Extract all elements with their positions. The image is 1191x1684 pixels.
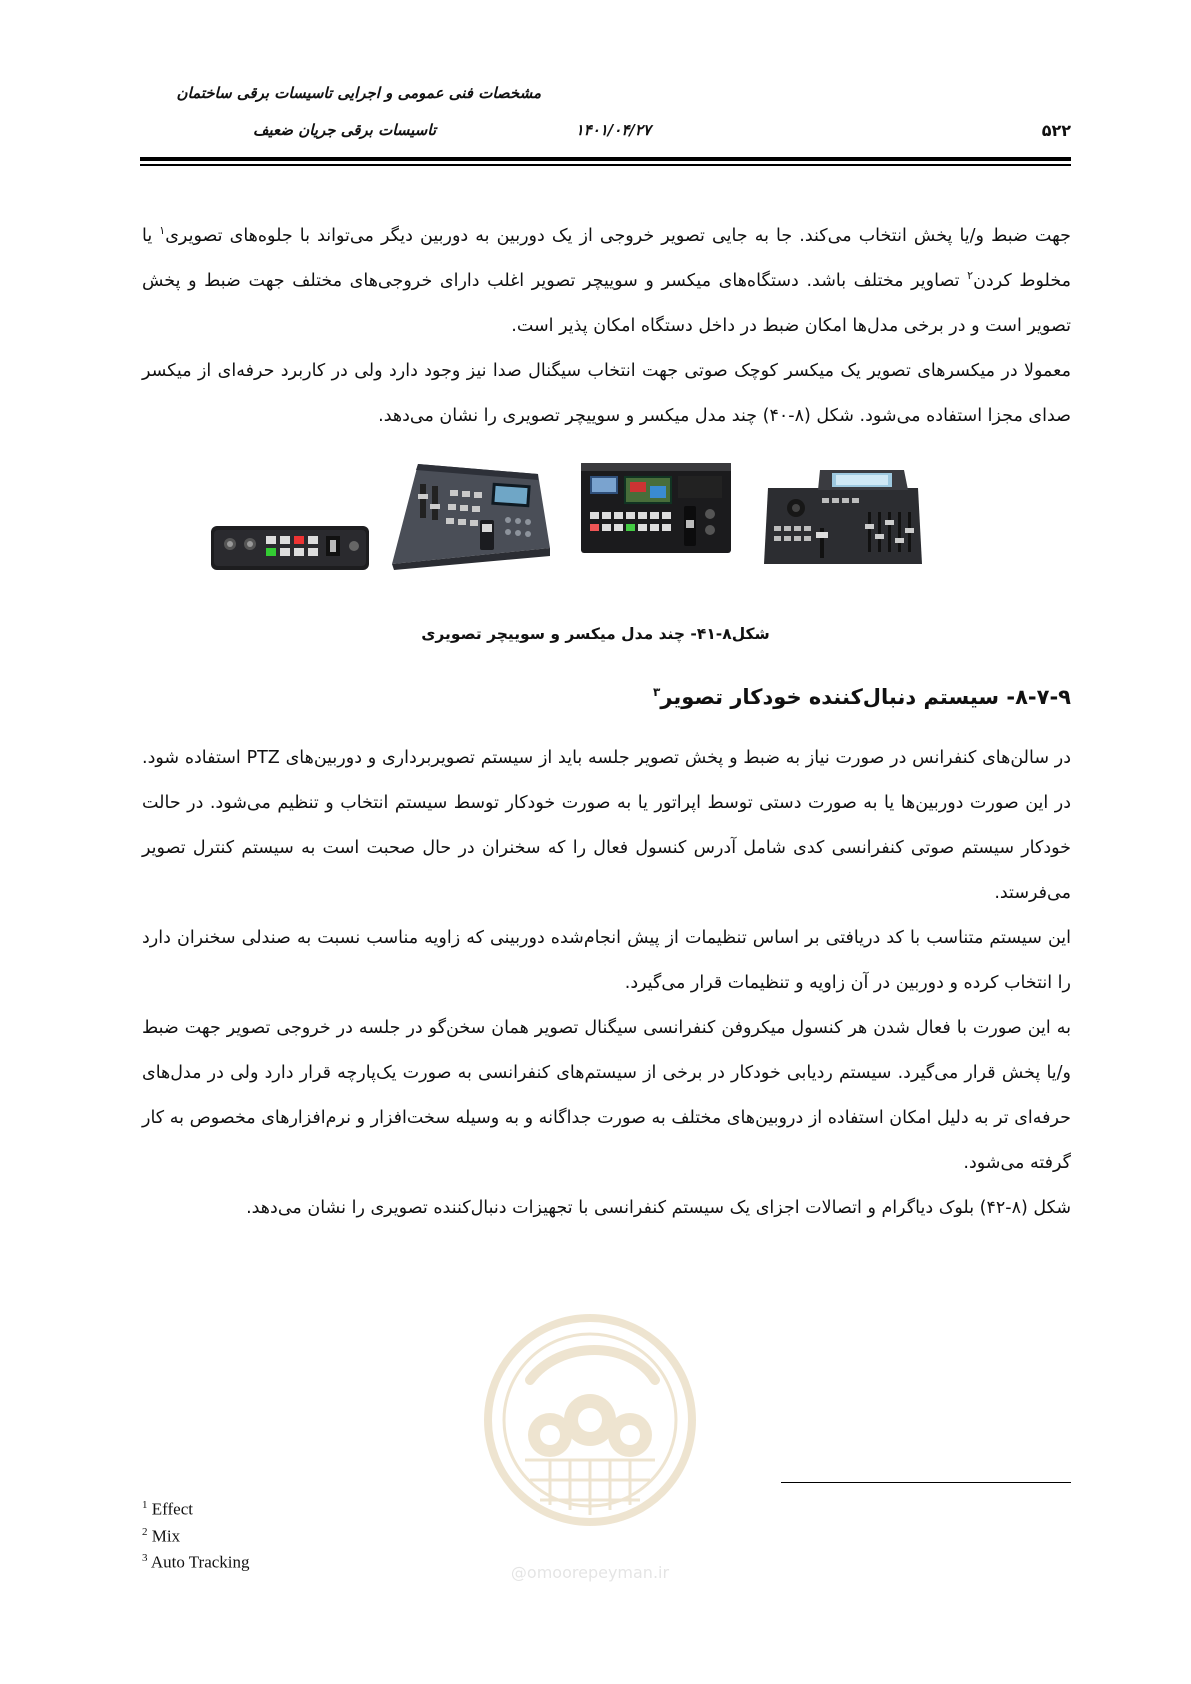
section-heading-text: ۸-۷-۹- سیستم دنبال‌کننده خودکار تصویر [660,685,1071,709]
paragraph: در سالن‌های کنفرانس در صورت نیاز به ضبط و پخش تصویر جلسه باید از سیستم تصویربرداری و دوربین‌های PTZ استفاده شود. در این صورت دوربین‌ها یا به صورت دستی توسط اپراتور یا به صورت خودکار توسط سیستم انتخاب و تنظیم می‌شود. در حالت خودکار سیستم صوتی کنفرانسی کدی شامل آدرس کنسول فعال را که سخنران در حال صحبت است به سیستم کنترل تصویر می‌فرستد. [142,748,1071,903]
footnote-ref[interactable]: ۱ [159,224,166,238]
watermark-logo [480,1310,700,1600]
video-mixer-compact-image [210,522,370,574]
text-block-2 [142,736,1071,1231]
footnote-number: 3 [142,1552,148,1565]
paragraph: معمولا در میکسرهای تصویر یک میکسر کوچک صوتی جهت انتخاب سیگنال صدا نیز وجود دارد ولی در کاربرد حرفه‌ای از میکسر صدای مجزا استفاده می‌شود. شکل (۸-۴۰) چند مدل میکسر و سوییچر تصویری را نشان می‌دهد. [142,361,1071,426]
video-mixer-tbar-image [388,460,553,572]
paragraph: این سیستم متناسب با کد دریافتی بر اساس تنظیمات از پیش انجام‌شده دوربینی که زاویه مناسب نسبت به صندلی سخنران دارد را انتخاب کرده و دوربین در آن زاویه و تنظیمات قرار می‌گیرد. [142,928,1071,993]
paragraph-text: یا مخلوط کردن [142,226,1071,291]
paragraph-text: جهت ضبط و/یا پخش انتخاب می‌کند. جا به جایی تصویر خروجی از یک دوربین به دوربین دیگر می‌تواند با جلوه‌های تصویری [165,226,1072,246]
paragraph: شکل (۸-۴۲) بلوک دیاگرام و اتصالات اجزای یک سیستم کنفرانسی با تجهیزات دنبال‌کننده تصویری را نشان می‌دهد. [246,1198,1071,1218]
footnote-text: Effect [151,1499,193,1519]
section-heading [653,685,1071,709]
footnote-number: 2 [142,1525,148,1538]
footnote-number: 1 [142,1499,148,1511]
footnotes [142,1494,250,1574]
footnote-text: Auto Tracking [150,1552,250,1572]
video-mixer-lcd-image [762,468,924,566]
video-switcher-rack-image [580,462,732,554]
paragraph-text: تصاویر مختلف باشد. دستگاه‌های میکسر و سوییچر تصویر اغلب دارای خروجی‌های مختلف جهت ضبط و پخش تصویر است و در برخی مدل‌ها امکان ضبط در داخل دستگاه امکان پذیر است. [142,271,1071,336]
header-date: ۱۴۰۱/۰۴/۲۷ [575,121,651,139]
header-rule-thick [140,157,1071,161]
footnote [142,1547,250,1574]
paragraph [142,214,1071,349]
page-number: ۵۲۲ [1041,121,1071,140]
running-header-row [140,121,1071,147]
footnote-ref[interactable]: ۳ [653,685,661,699]
paragraph: به این صورت با فعال شدن هر کنسول میکروفن کنفرانسی سیگنال تصویر همان سخن‌گو در جلسه در خروجی تصویر جهت ضبط و/یا پخش قرار می‌گیرد. سیستم ردیابی خودکار در برخی از سیستم‌های کنفرانسی به صورت یک‌پارچه قرار دارد ولی در مدل‌های حرفه‌ای تر به دلیل امکان استفاده از دروبین‌های مختلف به صورت جداگانه و به وسیله سخت‌افزار و نرم‌افزارهای مخصوص به کار گرفته می‌شود. [142,1018,1071,1173]
running-header-title: مشخصات فنی عمومی و اجرایی تاسیسات برقی ساختمان [176,84,541,102]
footnote-rule [781,1482,1071,1483]
header-rule-thin [140,164,1071,166]
footnote-ref[interactable]: ۲ [967,269,974,283]
running-header-subtitle: تاسیسات برقی جریان ضعیف [252,121,436,139]
watermark-url: @omoorepeyman.ir [510,1563,670,1582]
footnote-text: Mix [151,1526,181,1546]
figure-caption: شکل۸-۴۱- چند مدل میکسر و سوییچر تصویری [421,625,770,643]
footnote [142,1494,250,1521]
footnote [142,1521,250,1548]
figure-devices [210,492,1010,602]
text-block-1 [142,214,1071,439]
